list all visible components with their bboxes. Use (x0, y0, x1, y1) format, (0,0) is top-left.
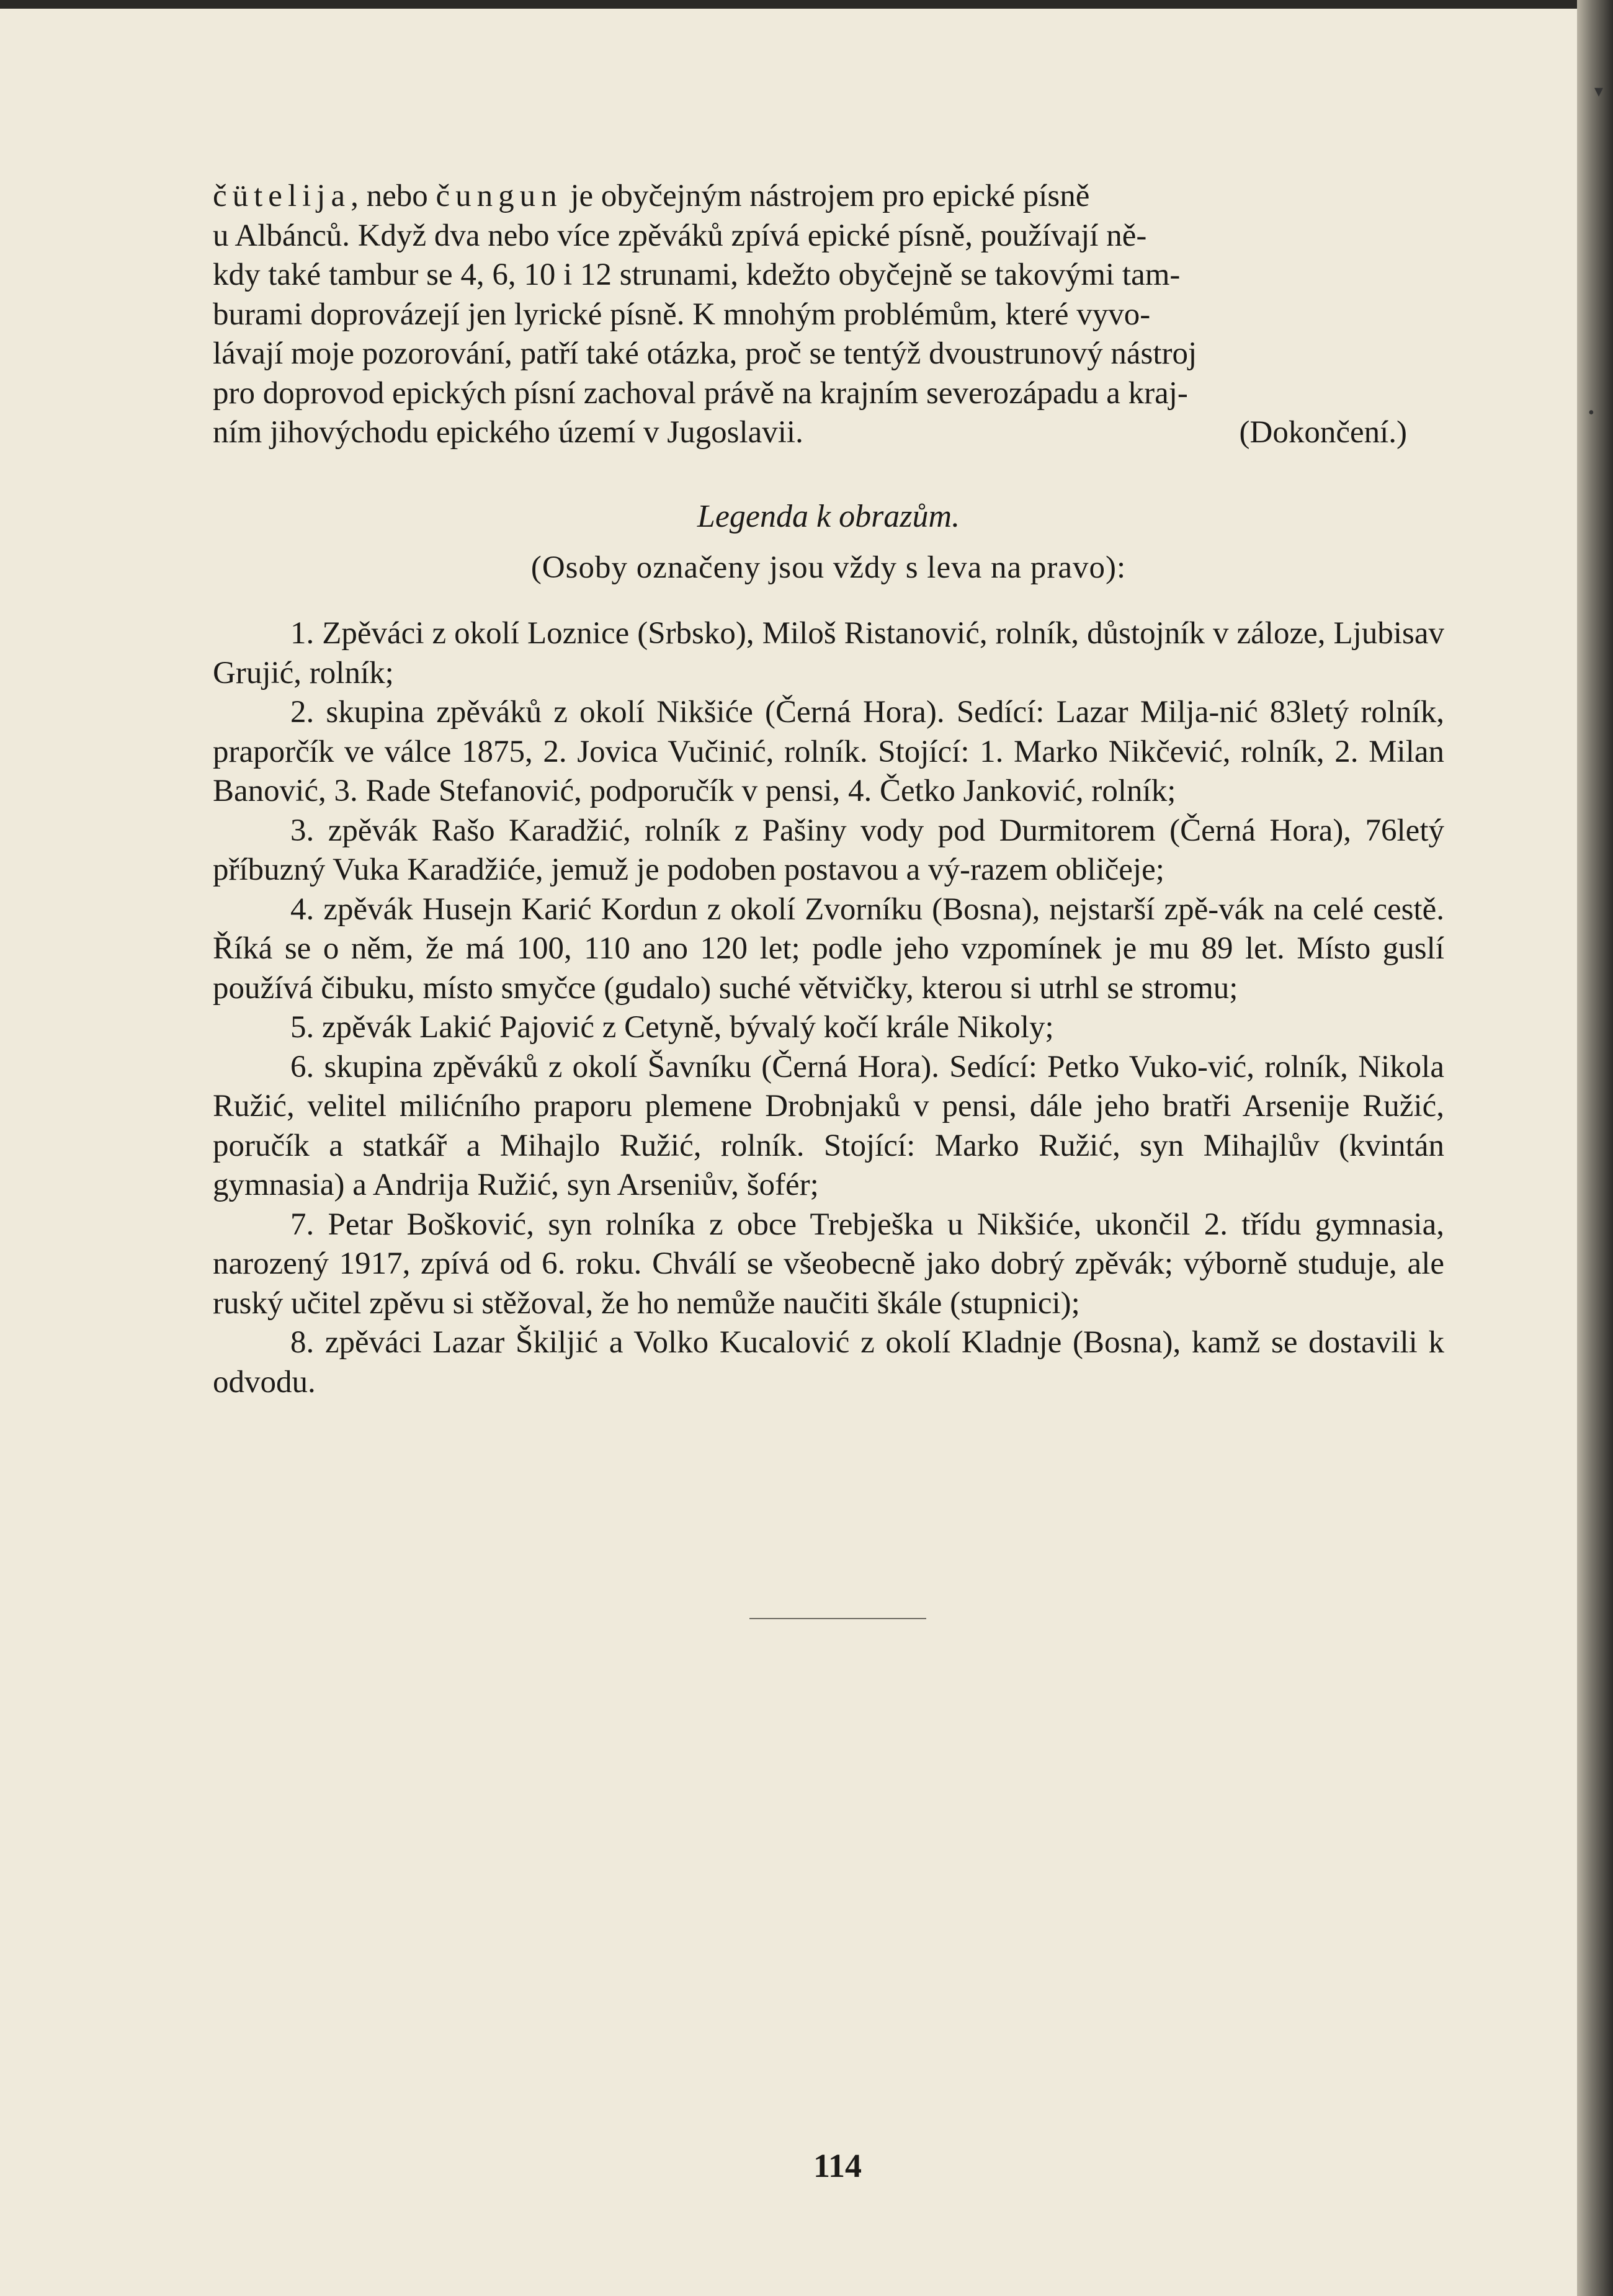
intro-line: čütelija, nebo čungun je obyčejným nástrojem pro epické písně (213, 179, 1090, 213)
scan-top-edge (0, 0, 1613, 9)
term-cutelija: čütelija (213, 179, 351, 213)
intro-line: pro doprovod epických písní zachoval právě na krajním severozápadu a kraj- (213, 375, 1188, 411)
legend-list (213, 614, 1444, 1402)
margin-mark-icon: • (1588, 403, 1594, 422)
intro-line: ním jihovýchodu epického území v Jugoslavii. (213, 415, 803, 450)
legend-subtitle: (Osoby označeny jsou vždy s leva na pravo): (530, 550, 1127, 585)
legend-item: 3. zpěvák Rašo Karadžić, rolník z Pašiny vody pod Durmitorem (Černá Hora), 76letý příbuzný Vuka Karadžiće, jemuž je podoben postavou a vý-razem obličeje; (213, 813, 1444, 887)
legend-item: 7. Petar Bošković, syn rolníka z obce Trebješka u Nikšiće, ukončil 2. třídu gymnasia, narozený 1917, zpívá od 6. roku. Chválí se všeobecně jako dobrý zpěvák; výborně studuje, ale ruský učitel zpěvu si stěžoval, že ho nemůže naučiti škále (stupnici); (213, 1207, 1444, 1321)
intro-last-row (213, 413, 1444, 453)
section-divider (749, 1618, 926, 1619)
legend-item: 1. Zpěváci z okolí Loznice (Srbsko), Miloš Ristanović, rolník, důstojník v záloze, Ljubisav Grujić, rolník; (213, 616, 1444, 690)
intro-line: burami doprovázejí jen lyrické písně. K mnohým problémům, které vyvo- (213, 297, 1151, 332)
legend-title: Legenda k obrazům. (697, 499, 960, 534)
legend-item: 8. zpěváci Lazar Škiljić a Volko Kucalović z okolí Kladnje (Bosna), kamž se dostavili k odvodu. (213, 1325, 1444, 1400)
term-cungun: čungun (436, 179, 563, 213)
intro-line: kdy také tambur se 4, 6, 10 i 12 strunami, kdežto obyčejně se takovými tam- (213, 257, 1181, 292)
intro-paragraph (213, 177, 1444, 453)
intro-line: u Albánců. Když dva nebo více zpěváků zpívá epické písně, používají ně- (213, 218, 1147, 253)
legend-item: 5. zpěvák Lakić Pajović z Cetyně, bývalý kočí krále Nikoly; (290, 1010, 1054, 1045)
legend-item: 6. skupina zpěváků z okolí Šavníku (Černá Hora). Sedící: Petko Vuko-vić, rolník, Nikola Ružić, velitel milićního praporu plemene Drobnjaků v pensi, dále jeho bratři Arsenije Ružić, poručík a statkář a Mihajlo Ružić, rolník. Stojící: Marko Ružić, syn Mihajlův (kvintán gymnasia) a Andrija Ružić, syn Arseniův, šofér; (213, 1049, 1444, 1202)
margin-mark-icon: ▾ (1594, 82, 1604, 101)
intro-line: lávají moje pozorování, patří také otázka, proč se tentýž dvoustrunový nástroj (213, 336, 1197, 371)
page-number: 114 (813, 2147, 862, 2184)
legend-item: 4. zpěvák Husejn Karić Kordun z okolí Zvorníku (Bosna), nejstarší zpě-vák na celé cestě. Říká se o něm, že má 100, 110 ano 120 let; podle jeho vzpomínek je mu 89 let. Místo guslí používá čibuku, místo smyčce (gudalo) suché větvičky, kterou si utrhl se stromu; (213, 891, 1444, 1006)
scan-right-edge (1577, 0, 1613, 2296)
legend-item: 2. skupina zpěváků z okolí Nikšiće (Černá Hora). Sedící: Lazar Milja-nić 83letý rolník, praporčík ve válce 1875, 2. Jovica Vučinić, rolník. Stojící: 1. Marko Nikčević, rolník, 2. Milan Banović, 3. Rade Stefanović, podporučík v pensi, 4. Četko Janković, rolník; (213, 695, 1444, 808)
continuation-note: (Dokončení.) (1239, 415, 1407, 450)
